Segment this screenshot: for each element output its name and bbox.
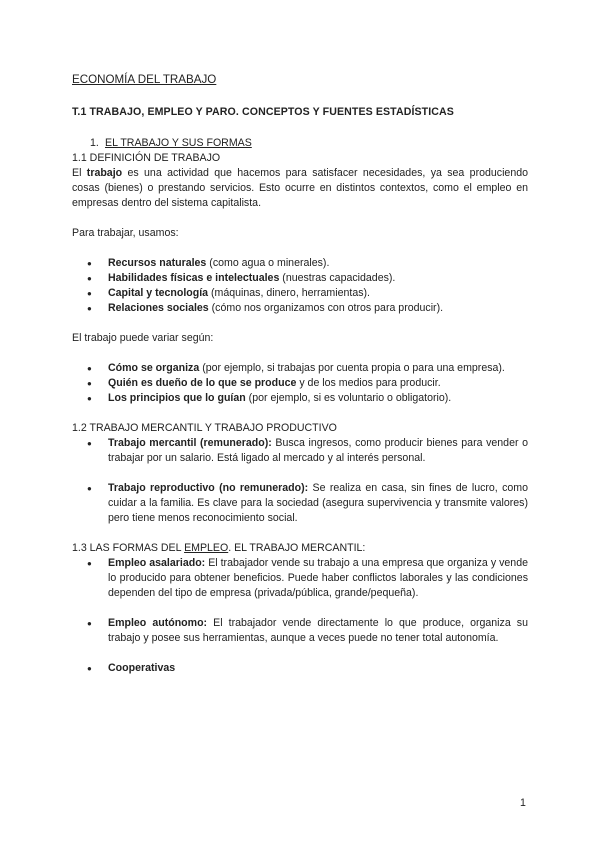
employment-forms-list-3 <box>72 661 528 676</box>
section-1-3-heading: 1.3 LAS FORMAS DEL EMPLEO. EL TRABAJO MERCANTIL: <box>72 542 366 554</box>
list-item: ● Cómo se organiza (por ejemplo, si trabajas por cuenta propia o para una empresa). <box>72 361 528 376</box>
list-item: ● Recursos naturales (como agua o minerales). <box>72 256 528 271</box>
list-item: ● Relaciones sociales (cómo nos organizamos con otros para producir). <box>72 301 528 316</box>
section-1-label: EL TRABAJO Y SUS FORMAS <box>105 137 252 149</box>
section-1-heading <box>72 136 528 151</box>
work-types-list-2 <box>72 481 528 526</box>
list-item: ● Los principios que lo guían (por ejemplo, si es voluntario o obligatorio). <box>72 391 528 406</box>
section-1-2-heading: 1.2 TRABAJO MERCANTIL Y TRABAJO PRODUCTIVO <box>72 422 337 434</box>
resources-list <box>72 256 528 316</box>
variation-intro: El trabajo puede variar según: <box>72 332 214 344</box>
document-page <box>72 72 528 676</box>
variation-list <box>72 361 528 406</box>
work-types-list <box>72 436 528 466</box>
list-item: ● Habilidades físicas e intelectuales (nuestras capacidades). <box>72 271 528 286</box>
document-subtitle: T.1 TRABAJO, EMPLEO Y PARO. CONCEPTOS Y FUENTES ESTADÍSTICAS <box>72 106 454 118</box>
definition-paragraph: El trabajo es una actividad que hacemos para satisfacer necesidades, ya sea produciendo cosas (bienes) o prestando servicios. Esto ocurre en distintos contextos, como el empleo en empresas dentro del sistema capitalista. <box>72 167 528 209</box>
list-item: ● Trabajo reproductivo (no remunerado): Se realiza en casa, sin fines de lucro, como cuidar a la familia. Es clave para la sociedad (asegura supervivencia y transmite valores) pero tiene menos reconocimiento social. <box>72 481 528 526</box>
employment-forms-list-2 <box>72 616 528 646</box>
list-item: ● Quién es dueño de lo que se produce y de los medios para producir. <box>72 376 528 391</box>
employment-forms-list <box>72 556 528 601</box>
list-item: ● Cooperativas <box>72 661 528 676</box>
section-1-1-heading: 1.1 DEFINICIÓN DE TRABAJO <box>72 152 221 164</box>
list-item: ● Empleo asalariado: El trabajador vende su trabajo a una empresa que organiza y vende lo producido para obtener beneficios. Puede haber conflictos laborales y las condiciones dependen del tipo de empresa (privada/pública, grande/pequeña). <box>72 556 528 601</box>
list-item: ● Empleo autónomo: El trabajador vende directamente lo que produce, organiza su trabajo y posee sus herramientas, aunque a veces puede no tener total autonomía. <box>72 616 528 646</box>
list-item: ● Trabajo mercantil (remunerado): Busca ingresos, como producir bienes para vender o trabajar por un salario. Está ligado al mercado y al interés personal. <box>72 436 528 466</box>
section-1-number: 1. <box>90 137 99 149</box>
page-number: 1 <box>520 797 526 809</box>
resources-intro: Para trabajar, usamos: <box>72 227 179 239</box>
document-title: ECONOMÍA DEL TRABAJO <box>72 73 217 86</box>
list-item: ● Capital y tecnología (máquinas, dinero, herramientas). <box>72 286 528 301</box>
